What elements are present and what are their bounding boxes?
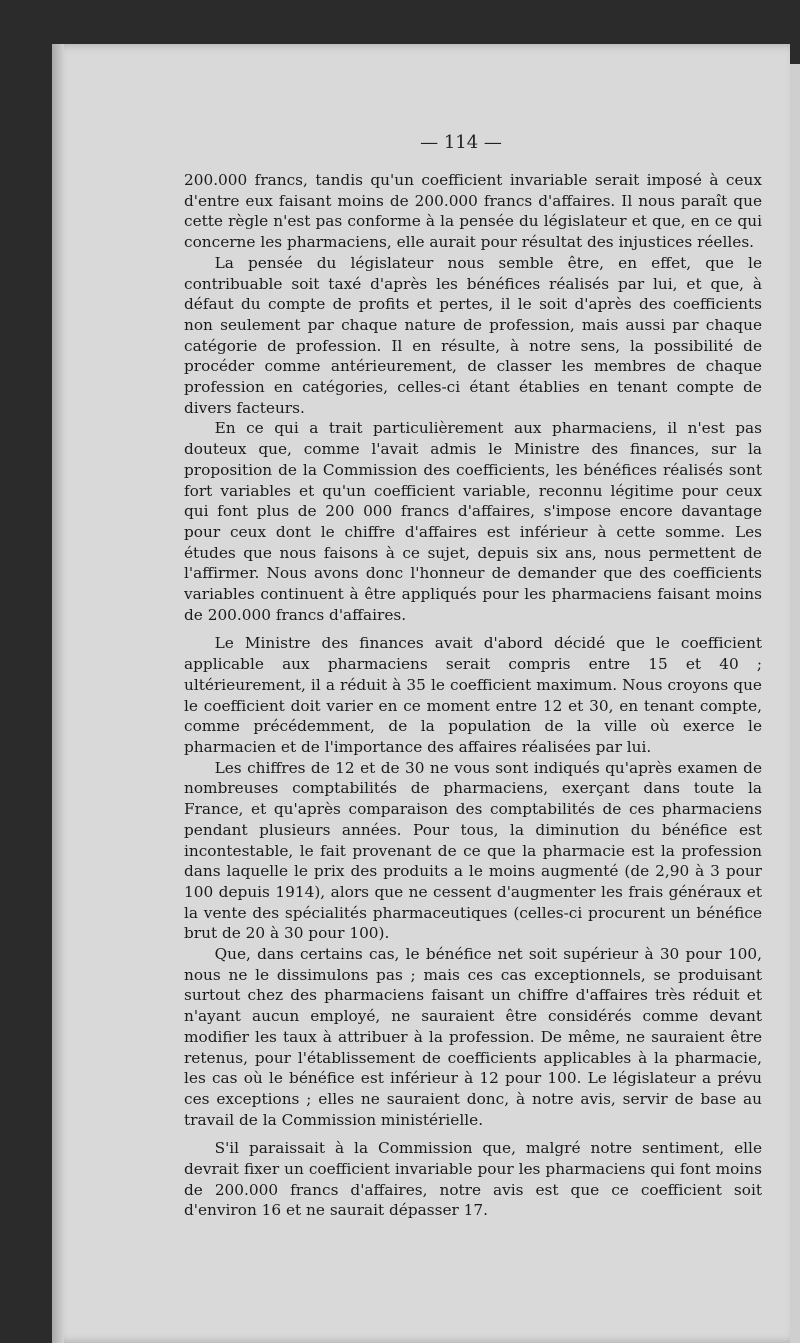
- paragraph-2: La pensée du législateur nous semble être, en effet, que le contribuable soit taxé d'après les bénéfices réalisés par lui, et que, à défaut du compte de profits et pertes, il le soit d'après des coefficients non seulement par chaque nature de profession, mais aussi par chaque catégorie de profession. Il en résulte, à notre sens, la possibilité de procéder comme antérieurement, de classer les membres de chaque profession en catégories, celles-ci étant établies en tenant compte de divers facteurs.: [184, 253, 762, 417]
- paragraph-1: 200.000 francs, tandis qu'un coefficient invariable serait imposé à ceux d'entre eux faisant moins de 200.000 francs d'affaires. Il nous paraît que cette règle n'est pas conforme à la pensée du législateur et que, en ce qui concerne les pharmaciens, elle aurait pour résultat des injustices réelles.: [184, 171, 762, 252]
- page-edge: [790, 64, 800, 1343]
- paragraph-5: Les chiffres de 12 et de 30 ne vous sont indiqués qu'après examen de nombreuses comptabilités de pharmaciens, exerçant dans toute la France, et qu'après comparaison des comptabilités de ces pharmaciens pendant plusieurs années. Pour tous, la diminution du bénéfice est incontestable, le fait provenant de ce que la pharmacie est la profession dans laquelle le prix des produits a le moins augmenté (de 2,90 à 3 pour 100 depuis 1914), alors que ne cessent d'augmenter les frais généraux et la vente des spécialités pharmaceutiques (celles-ci procurent un bénéfice brut de 20 à 30 pour 100).: [184, 758, 762, 943]
- page-number: — 114 —: [420, 132, 502, 153]
- paragraph-4: Le Ministre des finances avait d'abord décidé que le coefficient applicable aux pharmaciens serait compris entre 15 et 40 ; ultérieurement, il a réduit à 35 le coefficient maximum. Nous croyons que le coefficient doit varier en ce moment entre 12 et 30, en tenant compte, comme précédemment, de la population de la ville où exerce le pharmacien et de l'importance des affaires réalisées par lui.: [184, 634, 762, 756]
- paragraph-6: Que, dans certains cas, le bénéfice net soit supérieur à 30 pour 100, nous ne le dissimulons pas ; mais ces cas exceptionnels, se produisant surtout chez des pharmaciens faisant un chiffre d'affaires très réduit et n'ayant aucun employé, ne sauraient être considérés comme devant modifier les taux à attribuer à la profession. De même, ne sauraient être retenus, pour l'établissement de coefficients applicables à la pharmacie, les cas où le bénéfice est inférieur à 12 pour 100. Le législateur a prévu ces exceptions ; elles ne sauraient donc, à notre avis, servir de base au travail de la Commission ministérielle.: [184, 945, 762, 1129]
- body-text: [184, 170, 762, 1221]
- scanned-page: [52, 44, 790, 1343]
- book-gutter: [52, 44, 64, 1343]
- paragraph-7: S'il paraissait à la Commission que, malgré notre sentiment, elle devrait fixer un coefficient invariable pour les pharmaciens qui font moins de 200.000 francs d'affaires, notre avis est que ce coefficient soit d'environ 16 et ne saurait dépasser 17.: [184, 1139, 762, 1220]
- paragraph-3: En ce qui a trait particulièrement aux pharmaciens, il n'est pas douteux que, comme l'avait admis le Ministre des finances, sur la proposition de la Commission des coefficients, les bénéfices réalisés sont fort variables et qu'un coefficient variable, reconnu légitime pour ceux qui font plus de 200 000 francs d'affaires, s'impose encore davantage pour ceux dont le chiffre d'affaires est inférieur à cette somme. Les études que nous faisons à ce sujet, depuis six ans, nous permettent de l'affirmer. Nous avons donc l'honneur de demander que des coefficients variables continuent à être appliqués pour les pharmaciens faisant moins de 200.000 francs d'affaires.: [184, 419, 762, 624]
